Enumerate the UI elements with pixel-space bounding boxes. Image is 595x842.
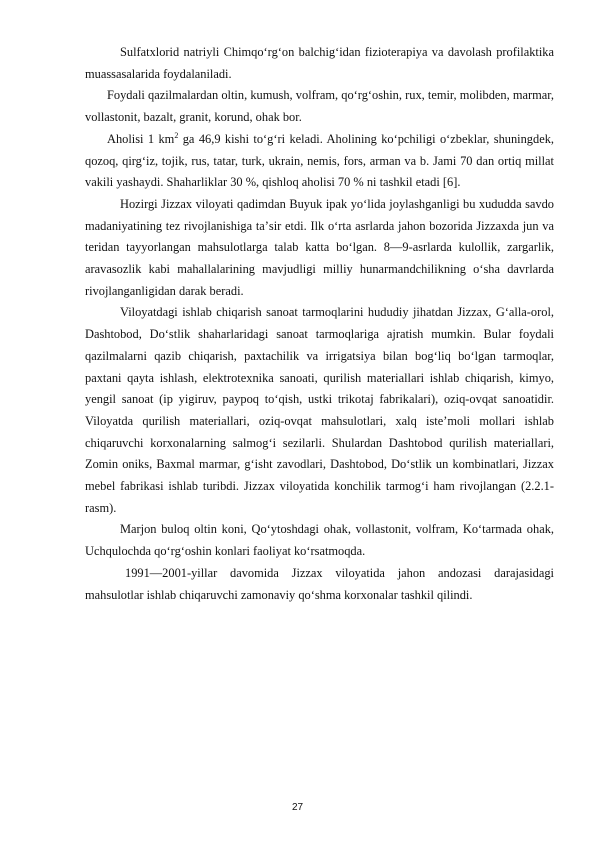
paragraph-population [85, 129, 554, 194]
population-text-after: ga 46,9 kishi toʻgʻri keladi. Aholining koʻpchiligi oʻzbeklar, shuningdek, qozoq, qirgʻiz, tojik, rus, tatar, turk, ukrain, nemis, fors, arman va b. Jami 70 dan ortiq millat vakili yashaydi. Shaharliklar 30 %, qishloq aholisi 70 % ni tashkil etadi [6]. [85, 131, 554, 190]
superscript-two: 2 [174, 130, 179, 140]
page-number: 27 [291, 802, 304, 813]
paragraph-mines: Marjon buloq oltin koni, Qoʻytoshdagi ohak, vollastonit, volfram, Koʻtarmada ohak, Uchqulochda qoʻrgʻoshin konlari faoliyat koʻrsatmoqda. [85, 522, 554, 559]
paragraph-balneology: Sulfatxlorid natriyli Chimqoʻrgʻon balchigʻidan fizioterapiya va davolash profilaktika muassasalarida foydalaniladi. [85, 45, 554, 81]
paragraph-industry: Viloyatdagi ishlab chiqarish sanoat tarmoqlarini hududiy jihatdan Jizzax, Gʻalla-orol, Dashtobod, Doʻstlik shaharlaridagi sanoat tarmoqlariga ajratish mumkin. Bular foydali qazilmalarni qazib chiqarish, paxtachilik va irrigatsiya bilan bogʻliq boʻlgan tarmoqlar, paxtani qayta ishlash, elektrotexnika sanoati, qurilish materiallari ishlab chiqarish, kimyo, yengil sanoat (ip yigiruv, paypoq toʻqish, ustki trikotaj fabrikalari), oziq-ovqat sanoatidir. Viloyatda qurilish materiallari, oziq-ovqat mahsulotlari, xalq isteʼmoli mollari ishlab chiqaruvchi korxonalarning salmogʻi sezilarli. Shulardan Dashtobod qurilish materiallari, Zomin oniks, Baxmal marmar, gʻisht zavodlari, Dashtobod, Doʻstlik un kombinatlari, Jizzax mebel fabrikasi ishlab turibdi. Jizzax viloyatida konchilik tarmogʻi ham rivojlangan (2.2.1-rasm). [85, 305, 554, 515]
paragraph-history: Hozirgi Jizzax viloyati qadimdan Buyuk ipak yoʻlida joylashganligi bu xududda savdo madaniyatining tez rivojlanishiga taʼsir etdi. Ilk oʻrta asrlarda jahon bozorida Jizzaxda jun va teridan tayyorlangan mahsulotlarga talab katta boʻlgan. 8—9-asrlarda kulollik, zargarlik, aravasozlik kabi mahallalarining mavjudligi milliy hunarmandchilikning oʻsha davrlarda rivojlanganligidan darak beradi. [85, 196, 554, 298]
document-page [85, 42, 554, 606]
paragraph-minerals: Foydali qazilmalardan oltin, kumush, volfram, qoʻrgʻoshin, rux, temir, molibden, marmar, vollastonit, bazalt, granit, korund, ohak bor. [85, 88, 554, 125]
population-text-before: Aholisi 1 km [107, 131, 175, 146]
paragraph-joint-ventures: 1991—2001-yillar davomida Jizzax viloyatida jahon andozasi darajasidagi mahsulotlar ishlab chiqaruvchi zamonaviy qoʻshma korxonalar tashkil qilindi. [85, 565, 554, 602]
